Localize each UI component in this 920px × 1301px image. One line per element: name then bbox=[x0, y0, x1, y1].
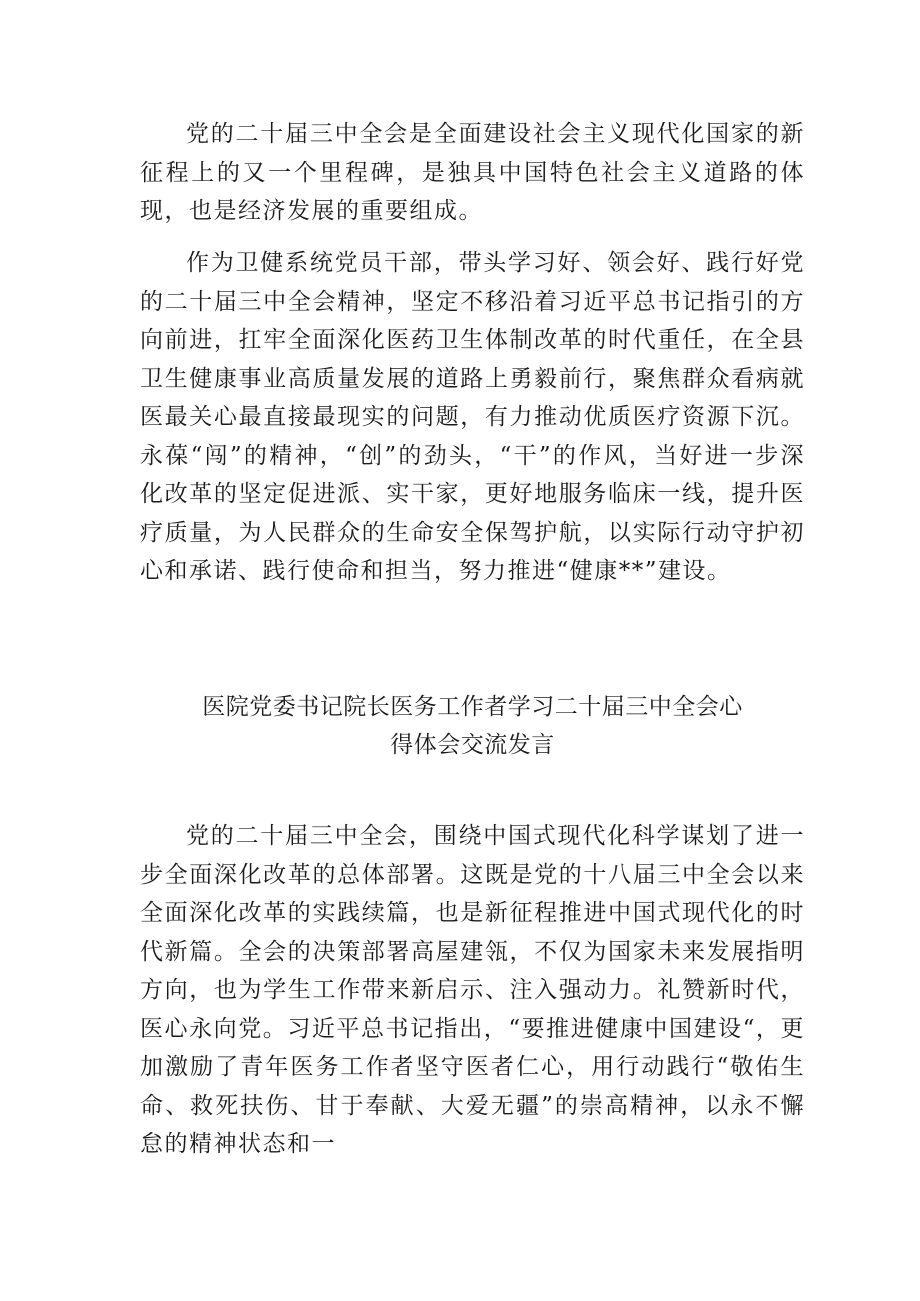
paragraph-section-body: 党的二十届三中全会，围绕中国式现代化科学谋划了进一步全面深化改革的总体部署。这既是党的十八届三中全会以来全面深化改革的实践续篇，也是新征程推进中国式现代化的时代新篇。全会的决策部署高屋建瓴，不仅为国家未来发展指明方向，也为学生工作带来新启示、注入强动力。礼赞新时代，医心永向党。习近平总书记指出，“要推进健康中国建设“，更加激励了青年医务工作者坚守医者仁心，用行动践行“敬佑生命、救死扶伤、甘于奉献、大爱无疆”的崇高精神，以永不懈怠的精神状态和一 bbox=[140, 823, 805, 1157]
paragraph-health-cadres: 作为卫健系统党员干部，带头学习好、领会好、践行好党的二十届三中全会精神，坚定不移沿着习近平总书记指引的方向前进，扛牢全面深化医药卫生体制改革的时代重任，在全县卫生健康事业高质量发展的道路上勇毅前行，聚焦群众看病就医最关心最直接最现实的问题，有力推动优质医疗资源下沉。永葆“闯”的精神，“创”的劲头，“干”的作风，当好进一步深化改革的坚定促进派、实干家，更好地服务临床一线，提升医疗质量，为人民群众的生命安全保驾护航，以实际行动守护初心和承诺、践行使命和担当，努力推进“健康**”建设。 bbox=[140, 250, 805, 584]
section-title-line-2: 得体会交流发言 bbox=[390, 732, 555, 758]
section-title bbox=[140, 688, 805, 764]
paragraph-intro: 党的二十届三中全会是全面建设社会主义现代化国家的新征程上的又一个里程碑，是独具中国特色社会主义道路的体现，也是经济发展的重要组成。 bbox=[140, 121, 805, 224]
section-title-line-1: 医院党委书记院长医务工作者学习二十届三中全会心 bbox=[202, 694, 743, 720]
